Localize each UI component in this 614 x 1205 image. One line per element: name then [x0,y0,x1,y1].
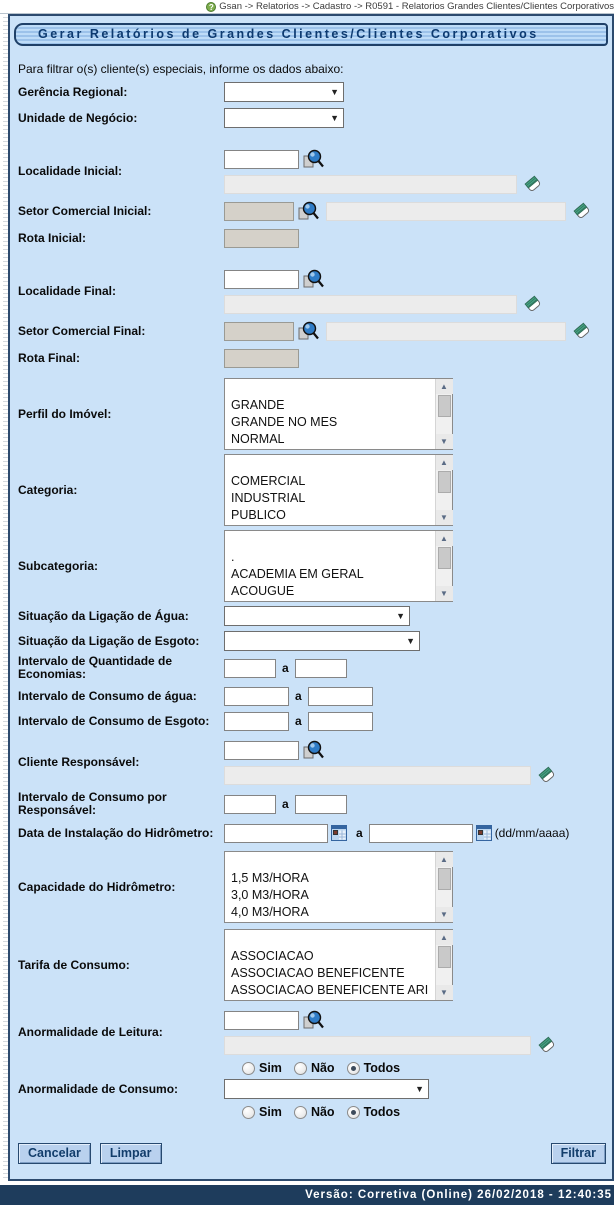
label-rota-inicial: Rota Inicial: [18,230,87,245]
scroll-down-icon[interactable]: ▼ [436,434,453,449]
list-item[interactable] [225,853,435,870]
eraser-icon[interactable] [537,1035,557,1055]
localidade-final-descricao [224,295,517,314]
label-situacao-agua: Situação da Ligação de Água: [18,608,189,623]
label-intervalo-consumo-responsavel: Intervalo de Consumo por Responsável: [18,790,167,817]
list-item[interactable]: ASSOCIACAO BENEFICENTE [231,966,405,980]
unidade-negocio-select[interactable] [224,108,344,128]
between-label: a [356,826,363,840]
search-icon[interactable] [303,268,325,290]
left-striped-gutter [0,14,10,1181]
label-intervalo-economias: Intervalo de Quantidade de Economias: [18,654,173,681]
intervalo-consumo-agua-de-input[interactable] [224,687,289,706]
list-item[interactable]: ASSOCIACAO [231,949,314,963]
perfil-imovel-listbox[interactable] [224,378,453,450]
localidade-final-input[interactable] [224,270,299,289]
label-anormalidade-consumo: Anormalidade de Consumo: [18,1081,179,1096]
calendar-icon[interactable] [331,825,347,841]
scroll-thumb[interactable] [438,868,451,890]
filter-form [10,46,612,1164]
between-label: a [295,714,302,728]
filtrar-button[interactable]: Filtrar [551,1143,606,1164]
anormalidade-consumo-select[interactable] [224,1079,429,1099]
radio-todos[interactable] [347,1062,360,1075]
rota-final-input [224,349,299,368]
eraser-icon[interactable] [537,765,557,785]
label-rota-final: Rota Final: [18,350,80,365]
scrollbar[interactable] [435,379,452,449]
label-tarifa-consumo: Tarifa de Consumo: [18,957,130,972]
scroll-thumb[interactable] [438,395,451,417]
label-setor-comercial-final: Setor Comercial Final: [18,323,146,338]
list-item[interactable]: ACADEMIA EM GERAL [231,567,364,581]
list-item[interactable]: NORMAL [231,432,285,446]
label-gerencia-regional: Gerência Regional: [18,84,128,99]
list-item[interactable]: GRANDE NO MES [231,415,338,429]
search-icon[interactable] [303,148,325,170]
situacao-agua-select[interactable] [224,606,410,626]
label-intervalo-consumo-agua: Intervalo de Consumo de água: [18,688,197,703]
search-icon[interactable] [303,1009,325,1031]
intervalo-economias-de-input[interactable] [224,659,276,678]
scroll-down-icon[interactable]: ▼ [436,907,453,922]
intervalo-consumo-responsavel-de-input[interactable] [224,795,276,814]
radio-label: Sim [259,1105,282,1119]
help-icon[interactable]: ? [206,2,216,12]
list-item[interactable]: 4,0 M3/HORA [231,905,309,919]
breadcrumb-bar [0,0,614,14]
anormalidade-consumo-radio-group [242,1105,612,1119]
eraser-icon[interactable] [523,294,543,314]
label-subcategoria: Subcategoria: [18,558,99,573]
radio-label: Não [310,1061,335,1075]
intervalo-consumo-esgoto-ate-input[interactable] [308,712,373,731]
radio-sim[interactable] [242,1106,255,1119]
scroll-up-icon[interactable]: ▲ [436,930,453,945]
radio-todos[interactable] [347,1106,360,1119]
scroll-down-icon[interactable]: ▼ [436,510,453,525]
setor-comercial-final-input [224,322,294,341]
scroll-down-icon[interactable]: ▼ [436,985,453,1000]
radio-label: Todos [363,1105,401,1119]
anormalidade-leitura-descricao [224,1036,531,1055]
list-item[interactable]: COMERCIAL [231,474,306,488]
setor-comercial-inicial-descricao [326,202,566,221]
list-item[interactable] [225,931,435,948]
radio-nao[interactable] [294,1106,307,1119]
scrollbar[interactable] [435,852,452,922]
scroll-down-icon[interactable]: ▼ [436,586,453,601]
list-item[interactable]: GRANDE [231,398,285,412]
label-cliente-responsavel: Cliente Responsável: [18,754,140,769]
between-label: a [282,797,289,811]
scroll-thumb[interactable] [438,946,451,968]
between-label: a [282,661,289,675]
gerencia-regional-select[interactable] [224,82,344,102]
calendar-icon[interactable] [476,825,492,841]
anormalidade-leitura-radio-group [242,1061,612,1075]
label-setor-comercial-inicial: Setor Comercial Inicial: [18,203,152,218]
label-anormalidade-leitura: Anormalidade de Leitura: [18,1024,163,1039]
scroll-up-icon[interactable]: ▲ [436,531,453,546]
chevron-down-icon: ▼ [330,113,339,123]
tarifa-consumo-listbox[interactable] [224,929,453,1001]
list-item[interactable]: ASSOCIACAO BENEFICENTE ARI [231,983,429,997]
label-categoria: Categoria: [18,482,78,497]
chevron-down-icon: ▼ [396,611,405,621]
radio-label: Todos [363,1061,401,1075]
list-item[interactable] [225,456,435,473]
chevron-down-icon: ▼ [330,87,339,97]
label-localidade-final: Localidade Final: [18,283,117,298]
list-item[interactable] [225,532,435,549]
scroll-up-icon[interactable]: ▲ [436,852,453,867]
eraser-icon[interactable] [572,201,592,221]
list-item[interactable]: ACOUGUE [231,584,295,598]
cliente-responsavel-descricao [224,766,531,785]
subcategoria-listbox[interactable] [224,530,453,602]
categoria-listbox[interactable] [224,454,453,526]
radio-sim[interactable] [242,1062,255,1075]
setor-comercial-final-descricao [326,322,566,341]
radio-label: Sim [259,1061,282,1075]
scrollbar[interactable] [435,455,452,525]
intro-text: Para filtrar o(s) cliente(s) especiais, informe os dados abaixo: [18,62,344,76]
label-perfil-imovel: Perfil do Imóvel: [18,406,112,421]
anormalidade-leitura-input[interactable] [224,1011,299,1030]
cliente-responsavel-input[interactable] [224,741,299,760]
limpar-button[interactable]: Limpar [100,1143,162,1164]
radio-nao[interactable] [294,1062,307,1075]
setor-comercial-inicial-input [224,202,294,221]
rota-inicial-input [224,229,299,248]
version-bar [0,1185,614,1205]
list-item[interactable]: . [231,550,235,564]
list-item[interactable]: 3,0 M3/HORA [231,888,309,902]
scroll-up-icon[interactable]: ▲ [436,455,453,470]
version-text: Versão: Corretiva (Online) 26/02/2018 - 12:40:35 [305,1189,612,1201]
page-title: Gerar Relatórios de Grandes Clientes/Clientes Corporativos [14,23,608,46]
date-format-hint: (dd/mm/aaaa) [494,826,570,840]
intervalo-economias-ate-input[interactable] [295,659,347,678]
localidade-inicial-input[interactable] [224,150,299,169]
search-icon[interactable] [298,320,320,342]
data-instalacao-ate-input[interactable] [369,824,473,843]
label-data-instalacao-hidrometro: Data de Instalação do Hidrômetro: [18,825,214,840]
intervalo-consumo-responsavel-ate-input[interactable] [295,795,347,814]
label-intervalo-consumo-esgoto: Intervalo de Consumo de Esgoto: [18,713,210,728]
scrollbar[interactable] [435,930,452,1000]
cancelar-button[interactable]: Cancelar [18,1143,91,1164]
label-unidade-negocio: Unidade de Negócio: [18,110,138,125]
scroll-up-icon[interactable]: ▲ [436,379,453,394]
situacao-esgoto-select[interactable] [224,631,420,651]
scrollbar[interactable] [435,531,452,601]
list-item[interactable]: INDUSTRIAL [231,491,306,505]
scroll-thumb[interactable] [438,547,451,569]
intervalo-consumo-esgoto-de-input[interactable] [224,712,289,731]
label-localidade-inicial: Localidade Inicial: [18,163,123,178]
label-capacidade-hidrometro: Capacidade do Hidrômetro: [18,879,176,894]
search-icon[interactable] [298,200,320,222]
data-instalacao-de-input[interactable] [224,824,328,843]
scroll-thumb[interactable] [438,471,451,493]
between-label: a [295,689,302,703]
label-situacao-esgoto: Situação da Ligação de Esgoto: [18,633,200,648]
eraser-icon[interactable] [523,174,543,194]
eraser-icon[interactable] [572,321,592,341]
breadcrumb: Gsan -> Relatorios -> Cadastro -> R0591 - Relatorios Grandes Clientes/Clientes Corporativos [219,1,614,12]
list-item[interactable]: PUBLICO [231,508,286,522]
list-item[interactable]: 1,5 M3/HORA [231,871,309,885]
radio-label: Não [310,1105,335,1119]
search-icon[interactable] [303,739,325,761]
list-item[interactable] [225,380,435,397]
main-panel [10,14,614,1181]
chevron-down-icon: ▼ [406,636,415,646]
intervalo-consumo-agua-ate-input[interactable] [308,687,373,706]
capacidade-hidrometro-listbox[interactable] [224,851,453,923]
localidade-inicial-descricao [224,175,517,194]
chevron-down-icon: ▼ [415,1084,424,1094]
